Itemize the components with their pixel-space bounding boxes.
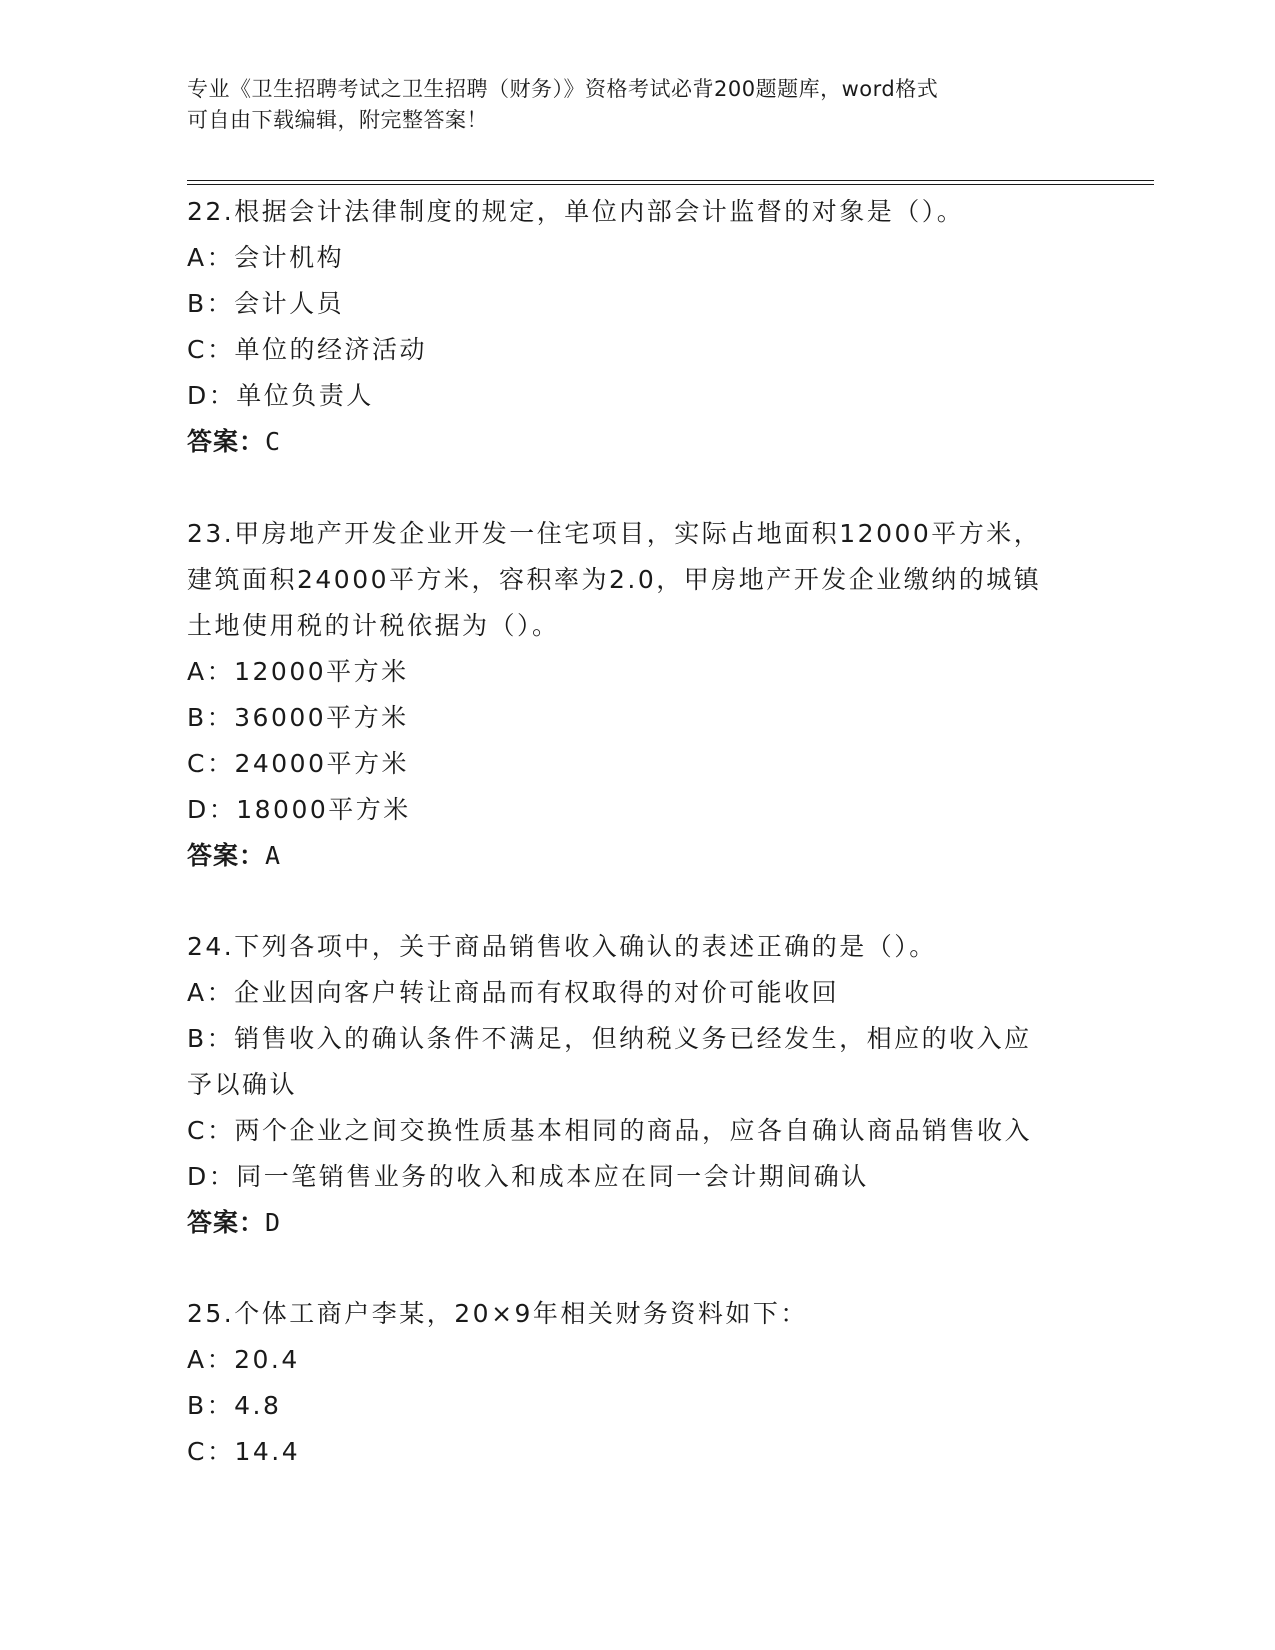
- option-b: B：会计人员: [187, 289, 345, 318]
- question-stem: 24.下列各项中，关于商品销售收入确认的表述正确的是（）。: [187, 932, 937, 961]
- question-25: [187, 1291, 1087, 1475]
- option-c: C：24000平方米: [187, 749, 409, 778]
- option-c: C：单位的经济活动: [187, 335, 427, 364]
- option-d: D：同一笔销售业务的收入和成本应在同一会计期间确认: [187, 1162, 869, 1191]
- question-23: [187, 511, 1087, 879]
- option-d: D：单位负责人: [187, 381, 374, 410]
- answer-label: 答案：: [187, 1208, 266, 1237]
- question-stem: 建筑面积24000平方米，容积率为2.0，甲房地产开发企业缴纳的城镇: [187, 565, 1042, 594]
- answer-value: D: [265, 1208, 282, 1237]
- option-d: D：18000平方米: [187, 795, 411, 824]
- option-a: A：会计机构: [187, 243, 345, 272]
- answer: [187, 1200, 1087, 1246]
- question-stem: 25.个体工商户李某，20×9年相关财务资料如下：: [187, 1299, 808, 1328]
- option-b: B：销售收入的确认条件不满足，但纳税义务已经发生，相应的收入应: [187, 1024, 1032, 1053]
- header-divider-top: [187, 180, 1154, 181]
- option-a: A：20.4: [187, 1345, 300, 1374]
- answer: [187, 833, 1087, 879]
- option-a: A：12000平方米: [187, 657, 409, 686]
- question-stem: 22.根据会计法律制度的规定，单位内部会计监督的对象是（）。: [187, 197, 965, 226]
- answer-label: 答案：: [187, 427, 266, 456]
- option-c: C：两个企业之间交换性质基本相同的商品，应各自确认商品销售收入: [187, 1116, 1032, 1145]
- answer-label: 答案：: [187, 841, 266, 870]
- option-b: B：36000平方米: [187, 703, 409, 732]
- question-stem: 土地使用税的计税依据为（）。: [187, 611, 560, 640]
- option-c: C：14.4: [187, 1437, 301, 1466]
- question-24: [187, 924, 1087, 1246]
- option-a: A：企业因向客户转让商品而有权取得的对价可能收回: [187, 978, 840, 1007]
- header-line-1: 专业《卫生招聘考试之卫生招聘（财务）》资格考试必背200题题库，word格式: [187, 77, 939, 101]
- question-22: [187, 189, 1087, 465]
- header-divider-bottom: [187, 184, 1154, 185]
- answer-value: C: [265, 427, 282, 456]
- document-header: [187, 74, 1087, 136]
- answer-value: A: [265, 841, 282, 870]
- question-stem: 23.甲房地产开发企业开发一住宅项目，实际占地面积12000平方米，: [187, 519, 1042, 548]
- option-b-continued: 予以确认: [187, 1070, 298, 1099]
- option-b: B：4.8: [187, 1391, 282, 1420]
- header-line-2: 可自由下载编辑，附完整答案！: [187, 108, 488, 132]
- answer: [187, 419, 1087, 465]
